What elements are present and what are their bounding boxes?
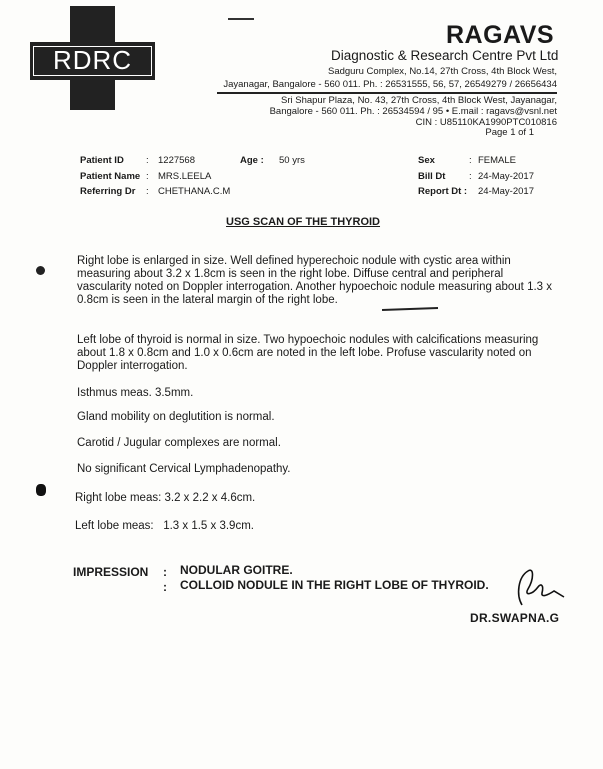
left-lobe-measurement: Left lobe meas: 1.3 x 1.5 x 3.9cm.	[75, 520, 254, 532]
doctor-name: DR.SWAPNA.G	[470, 611, 560, 625]
colon: :	[469, 155, 472, 166]
company-name: RAGAVS	[446, 21, 555, 49]
page-label: Page 1 of 1	[485, 127, 534, 138]
left-lobe-findings: Left lobe of thyroid is normal in size. Two hypoechoic nodules with calcifications measuring about 1.8 x 0.8cm and 1.0 x 0.6cm are noted in the left lobe. Profuse vascularity noted on Doppler interrogation.	[77, 334, 539, 372]
age-value: 50 yrs	[279, 155, 305, 166]
referring-dr-label: Referring Dr	[80, 186, 136, 197]
patient-id-label: Patient ID	[80, 155, 124, 166]
patient-name-value: MRS.LEELA	[158, 171, 212, 182]
cin-number: CIN : U85110KA1990PTC010816	[415, 117, 557, 128]
address-line-4: Bangalore - 560 011. Ph. : 26534594 / 95 • E.mail : ragavs@vsnl.net	[269, 106, 557, 117]
report-date-value: 24-May-2017	[478, 186, 534, 197]
colon: :	[146, 171, 149, 182]
pen-underline	[382, 307, 438, 310]
doctor-signature	[508, 565, 570, 611]
bill-date-value: 24-May-2017	[478, 171, 534, 182]
colon: :	[469, 171, 472, 182]
company-subtitle: Diagnostic & Research Centre Pvt Ltd	[331, 48, 559, 63]
impression-line-1: NODULAR GOITRE.	[180, 563, 293, 577]
report-title: USG SCAN OF THE THYROID	[226, 216, 381, 228]
address-line-3: Sri Shapur Plaza, No. 43, 27th Cross, 4th Block West, Jayanagar,	[281, 95, 557, 106]
colon: :	[146, 155, 149, 166]
bill-date-label: Bill Dt	[418, 171, 446, 182]
scan-mark	[228, 18, 254, 20]
patient-id-value: 1227568	[158, 155, 195, 166]
ink-spot	[36, 484, 46, 496]
sex-label: Sex	[418, 155, 435, 166]
header-rule	[217, 92, 557, 94]
referring-dr-value: CHETHANA.C.M	[158, 186, 231, 197]
impression-colon: :	[163, 580, 167, 594]
patient-name-label: Patient Name	[80, 171, 141, 182]
logo-text: RDRC	[33, 46, 152, 76]
carotid-jugular: Carotid / Jugular complexes are normal.	[77, 437, 281, 449]
ink-spot	[36, 266, 45, 275]
gland-mobility: Gland mobility on deglutition is normal.	[77, 411, 275, 423]
age-label: Age :	[240, 155, 264, 166]
address-line-1: Sadguru Complex, No.14, 27th Cross, 4th Block West,	[328, 66, 557, 77]
rdrc-logo	[30, 6, 155, 110]
impression-line-2: COLLOID NODULE IN THE RIGHT LOBE OF THYROID.	[180, 578, 489, 592]
colon: :	[146, 186, 149, 197]
sex-value: FEMALE	[478, 155, 517, 166]
isthmus-measurement: Isthmus meas. 3.5mm.	[77, 387, 194, 399]
right-lobe-findings: Right lobe is enlarged in size. Well defined hyperechoic nodule with cystic area within measuring about 3.2 x 1.8cm is seen in the right lobe. Diffuse central and peripheral vascularity noted on Doppler interrogation. Another hypoechoic nodule measuring about 1.3 x 0.8cm is seen in the lateral margin of the right lobe.	[77, 255, 552, 306]
lymphadenopathy: No significant Cervical Lymphadenopathy.	[77, 463, 291, 475]
impression-label: IMPRESSION	[73, 565, 149, 579]
impression-colon: :	[163, 565, 167, 579]
right-lobe-measurement: Right lobe meas: 3.2 x 2.2 x 4.6cm.	[75, 492, 256, 504]
report-date-label: Report Dt :	[418, 186, 468, 197]
address-line-2: Jayanagar, Bangalore - 560 011. Ph. : 26531555, 56, 57, 26549279 / 26656434	[223, 79, 557, 90]
